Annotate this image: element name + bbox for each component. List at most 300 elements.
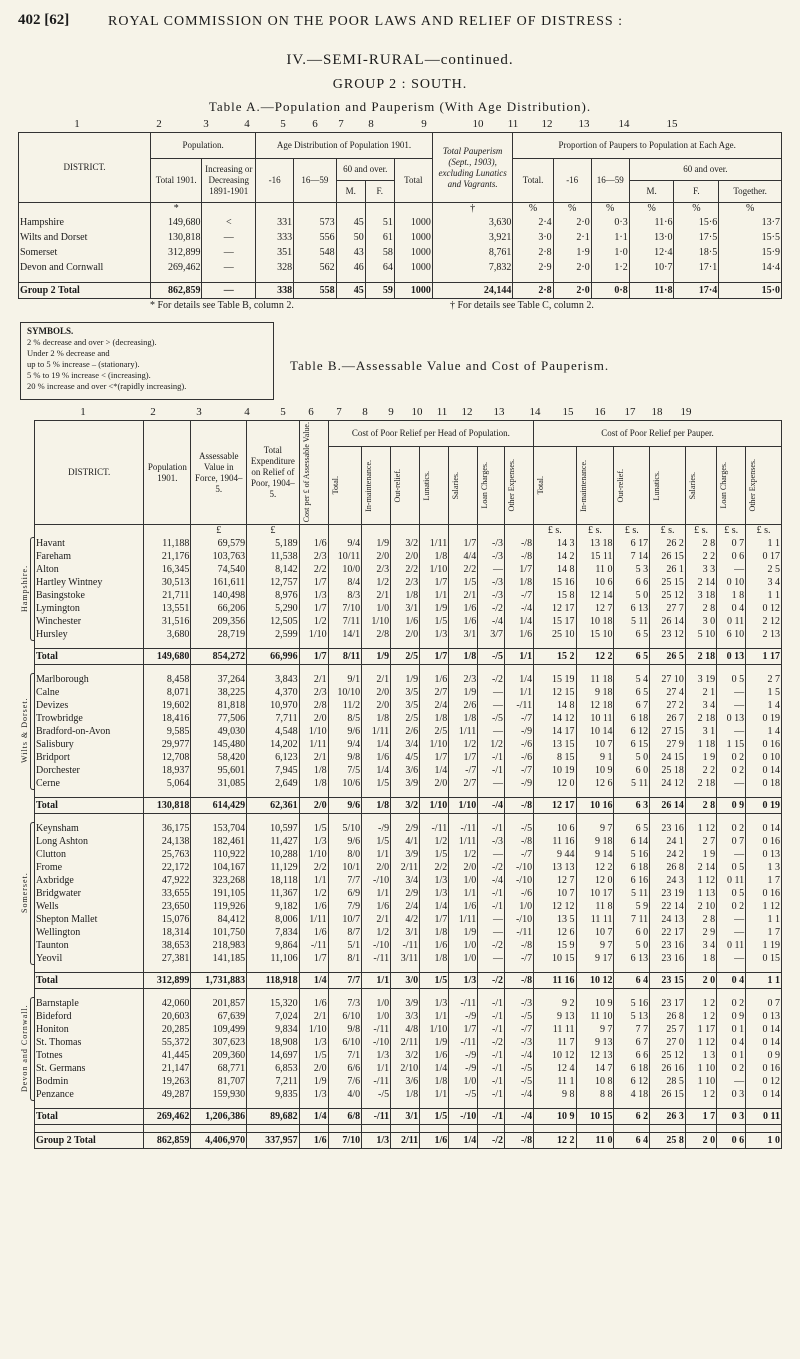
unit-cell [391, 525, 420, 537]
value-cell: 1 1 [746, 973, 782, 989]
district-name: Bodmin [35, 1075, 144, 1088]
value-cell: 2/0 [362, 550, 391, 563]
value-cell: 8 15 [534, 751, 576, 764]
value-cell: 15·0 [719, 283, 782, 299]
value-cell: 1/1 [449, 887, 478, 900]
value-cell: 6/10 [328, 1036, 361, 1049]
cell [420, 989, 449, 997]
cell [534, 814, 576, 822]
value-cell: 1/7 [420, 649, 449, 665]
value-cell: 5 11 [614, 615, 650, 628]
value-cell: 209,356 [191, 615, 247, 628]
cell [650, 641, 686, 649]
value-cell: 6 5 [614, 649, 650, 665]
value-cell: 2/10 [391, 1062, 420, 1075]
value-cell: — [717, 699, 746, 712]
th-prop-60-over: 60 and over. [629, 159, 781, 181]
value-cell: -/3 [478, 550, 505, 563]
value-cell: 26 3 [650, 1109, 686, 1125]
value-cell: 2 12 [746, 615, 782, 628]
value-cell: 1/6 [420, 673, 449, 686]
table-row [19, 260, 782, 275]
value-cell: 10,288 [247, 848, 299, 861]
value-cell: 0 6 [717, 550, 746, 563]
cell [299, 790, 328, 798]
value-cell: 3/3 [391, 1010, 420, 1023]
value-cell: 1 12 [685, 874, 716, 887]
district-name: Honiton [35, 1023, 144, 1036]
cell [191, 1125, 247, 1133]
district-name: Total [35, 649, 144, 665]
value-cell: -/6 [505, 738, 534, 751]
value-cell: 8/1 [328, 952, 361, 965]
cell [420, 641, 449, 649]
sub-header-label: Total. [536, 476, 546, 495]
value-cell: 17·1 [674, 260, 719, 275]
value-cell: 1 7 [746, 926, 782, 939]
district-name: Fareham [35, 550, 144, 563]
th-population: Population. [151, 133, 256, 159]
district-name: Lymington [35, 602, 144, 615]
value-cell: 10 19 [534, 764, 576, 777]
value-cell: 25 8 [650, 1133, 686, 1149]
value-cell: 28 5 [650, 1075, 686, 1088]
column-number: 8 [368, 118, 374, 130]
value-cell: 3/6 [391, 764, 420, 777]
value-cell: 331 [256, 215, 294, 230]
value-cell: 1/8 [362, 798, 391, 814]
value-cell: 12 13 [576, 1049, 614, 1062]
value-cell: 1000 [394, 215, 432, 230]
value-cell: 1 17 [746, 649, 782, 665]
value-cell: 6 7 [614, 699, 650, 712]
value-cell: 1 9 [685, 848, 716, 861]
sub-header [650, 447, 686, 525]
value-cell: 1 18 [685, 738, 716, 751]
value-cell: 15 16 [534, 576, 576, 589]
value-cell: 68,771 [191, 1062, 247, 1075]
value-cell: 2/9 [391, 822, 420, 835]
cell [19, 275, 151, 283]
cell [391, 1101, 420, 1109]
value-cell: 1/7 [449, 751, 478, 764]
table-row [19, 245, 782, 260]
value-cell: 1/8 [391, 589, 420, 602]
value-cell: -/5 [449, 1088, 478, 1101]
district-name: Bradford-on-Avon [35, 725, 144, 738]
value-cell: 1 3 [746, 861, 782, 874]
cell [674, 275, 719, 283]
district-name: Wilts and Dorset [19, 230, 151, 245]
value-cell: 5 9 [614, 900, 650, 913]
value-cell: 36,175 [144, 822, 191, 835]
district-name: Frome [35, 861, 144, 874]
cell [614, 1125, 650, 1133]
value-cell: -/11 [505, 699, 534, 712]
cell [35, 641, 144, 649]
value-cell: -/7 [505, 952, 534, 965]
value-cell: 159,930 [191, 1088, 247, 1101]
value-cell: 153,704 [191, 822, 247, 835]
value-cell: 0 3 [717, 1109, 746, 1125]
value-cell: 7/7 [328, 973, 361, 989]
value-cell: 2 0 [685, 973, 716, 989]
table-row [35, 673, 782, 686]
value-cell: 10 6 [534, 822, 576, 835]
column-number: 9 [388, 406, 394, 418]
value-cell: 2/0 [391, 550, 420, 563]
value-cell: 1 12 [685, 1036, 716, 1049]
value-cell: — [717, 848, 746, 861]
value-cell: 2/0 [420, 777, 449, 790]
value-cell: 2/9 [391, 887, 420, 900]
value-cell: 140,498 [191, 589, 247, 602]
column-number: 14 [618, 118, 630, 130]
value-cell: 9 2 [534, 997, 576, 1010]
value-cell: 10/6 [328, 777, 361, 790]
value-cell: -/2 [478, 602, 505, 615]
column-number: 12 [541, 118, 553, 130]
value-cell: 13 13 [534, 861, 576, 874]
value-cell: 3/6 [391, 1075, 420, 1088]
value-cell: 1/6 [449, 602, 478, 615]
value-cell: 10 14 [576, 725, 614, 738]
value-cell: 12,757 [247, 576, 299, 589]
value-cell: -/1 [478, 1075, 505, 1088]
value-cell: 0 13 [717, 649, 746, 665]
value-cell: 0 16 [746, 835, 782, 848]
cell [478, 665, 505, 673]
value-cell: 5/10 [328, 822, 361, 835]
thb-cost-per-head: Cost of Poor Relief per Head of Population. [328, 421, 533, 447]
value-cell: 25 12 [650, 589, 686, 602]
value-cell: 1/8 [449, 649, 478, 665]
unit-cell: £ s. [534, 525, 576, 537]
unit-cell: £ s. [717, 525, 746, 537]
column-number: 3 [196, 406, 202, 418]
value-cell: 8/11 [328, 649, 361, 665]
value-cell: 1 7 [685, 1109, 716, 1125]
district-name: Wellington [35, 926, 144, 939]
running-header [18, 12, 782, 36]
table-row [35, 913, 782, 926]
symbol-line: 20 % increase and over <*(rapidly increasing). [27, 381, 187, 391]
table-row [35, 777, 782, 790]
value-cell: 1/4 [362, 738, 391, 751]
cell [328, 965, 361, 973]
value-cell: 10 7 [576, 738, 614, 751]
district-name: Somerset [19, 245, 151, 260]
value-cell: 41,445 [144, 1049, 191, 1062]
cell [247, 790, 299, 798]
value-cell: 3/9 [391, 997, 420, 1010]
district-name: Axbridge [35, 874, 144, 887]
district-name: Hampshire [19, 215, 151, 230]
value-cell: 24 3 [650, 874, 686, 887]
value-cell: 11·6 [629, 215, 674, 230]
cell [191, 641, 247, 649]
value-cell: 1/8 [449, 712, 478, 725]
value-cell: 3/11 [391, 952, 420, 965]
column-number: 1 [80, 406, 86, 418]
district-name: Total [35, 1109, 144, 1125]
value-cell: 14 7 [576, 1062, 614, 1075]
value-cell: 11 1 [534, 1075, 576, 1088]
value-cell: 0 7 [717, 537, 746, 550]
value-cell: 1/0 [362, 1010, 391, 1023]
table-b-title: Table B.—Assessable Value and Cost of Pauperism. [290, 358, 610, 373]
value-cell: -/11 [449, 1036, 478, 1049]
th-age-total: Total [394, 159, 432, 203]
value-cell: 4/8 [391, 1023, 420, 1036]
table-row [35, 589, 782, 602]
value-cell: 1 1 [746, 537, 782, 550]
value-cell: 1·2 [591, 260, 629, 275]
value-cell: 7 14 [614, 550, 650, 563]
value-cell: 45 [336, 283, 365, 299]
value-cell: 6 17 [614, 537, 650, 550]
district-name: Yeovil [35, 952, 144, 965]
value-cell: 0 14 [746, 1036, 782, 1049]
value-cell: -/7 [505, 1023, 534, 1036]
value-cell: 26 14 [650, 798, 686, 814]
value-cell: -/8 [505, 550, 534, 563]
column-number: 4 [244, 406, 250, 418]
value-cell: 218,983 [191, 939, 247, 952]
mark-cell: % [674, 203, 719, 215]
value-cell: 6 6 [614, 1049, 650, 1062]
value-cell: 49,287 [144, 1088, 191, 1101]
value-cell: 110,922 [191, 848, 247, 861]
value-cell: 1/10 [299, 725, 328, 738]
value-cell: 17·5 [674, 230, 719, 245]
value-cell: 7/10 [328, 1133, 361, 1149]
value-cell: -/2 [478, 861, 505, 874]
value-cell: 1 4 [746, 725, 782, 738]
cell [144, 965, 191, 973]
cell [717, 665, 746, 673]
value-cell: 1/9 [449, 686, 478, 699]
cell [685, 790, 716, 798]
value-cell: 1/5 [299, 822, 328, 835]
value-cell: 6 2 [614, 1109, 650, 1125]
value-cell: 0 9 [746, 1049, 782, 1062]
spacer-row [35, 665, 782, 673]
value-cell: 11 0 [576, 563, 614, 576]
value-cell: -/11 [299, 939, 328, 952]
value-cell: 1 13 [685, 887, 716, 900]
district-name: Shepton Mallet [35, 913, 144, 926]
sub-header-label: In-maintenance. [364, 459, 374, 512]
value-cell: 2 8 [685, 913, 716, 926]
table-row [19, 230, 782, 245]
value-cell: 3,921 [432, 230, 513, 245]
value-cell: 1·0 [591, 245, 629, 260]
column-number: 15 [666, 118, 678, 130]
cell [191, 1101, 247, 1109]
value-cell: 12 4 [534, 1062, 576, 1075]
value-cell: 1/1 [420, 1088, 449, 1101]
value-cell: 9/6 [328, 835, 361, 848]
value-cell: -/10 [362, 939, 391, 952]
value-cell: 312,899 [151, 245, 202, 260]
cell [534, 665, 576, 673]
value-cell: 3 4 [746, 576, 782, 589]
cell [717, 1125, 746, 1133]
value-cell: — [202, 245, 256, 260]
value-cell: 573 [294, 215, 337, 230]
value-cell: -/7 [449, 764, 478, 777]
unit-cell: £ s. [576, 525, 614, 537]
value-cell: 14 8 [534, 563, 576, 576]
value-cell: 27 2 [650, 699, 686, 712]
value-cell: 3/5 [391, 686, 420, 699]
value-cell: — [717, 686, 746, 699]
table-row [35, 738, 782, 751]
value-cell: 6,853 [247, 1062, 299, 1075]
cell [746, 1125, 782, 1133]
value-cell: 614,429 [191, 798, 247, 814]
value-cell: 3/4 [391, 738, 420, 751]
cell [35, 989, 144, 997]
value-cell: 2·1 [553, 230, 591, 245]
value-cell: 5,064 [144, 777, 191, 790]
table-row [35, 1036, 782, 1049]
cell [151, 275, 202, 283]
value-cell: 6 16 [614, 874, 650, 887]
sub-header [505, 447, 534, 525]
value-cell: 323,268 [191, 874, 247, 887]
value-cell: 145,480 [191, 738, 247, 751]
value-cell: 1/0 [362, 997, 391, 1010]
value-cell: 1/9 [299, 1075, 328, 1088]
value-cell: 3,680 [144, 628, 191, 641]
value-cell: 24 13 [650, 913, 686, 926]
value-cell: 269,462 [151, 260, 202, 275]
value-cell: 1/7 [420, 576, 449, 589]
value-cell: 1/3 [299, 1036, 328, 1049]
district-name: Hursley [35, 628, 144, 641]
cell [191, 965, 247, 973]
value-cell: 6 3 [614, 798, 650, 814]
value-cell: 5 10 [685, 628, 716, 641]
value-cell: -/1 [478, 1088, 505, 1101]
value-cell: 8 8 [576, 1088, 614, 1101]
spacer-row [35, 814, 782, 822]
cell [719, 275, 782, 283]
value-cell: 3/5 [391, 699, 420, 712]
cell [685, 1125, 716, 1133]
value-cell: 1/0 [449, 939, 478, 952]
value-cell: 19,602 [144, 699, 191, 712]
column-number: 11 [507, 118, 519, 130]
value-cell: 16,345 [144, 563, 191, 576]
value-cell: 81,707 [191, 1075, 247, 1088]
value-cell: 25,763 [144, 848, 191, 861]
value-cell: 11 0 [576, 1133, 614, 1149]
cell [576, 814, 614, 822]
cell [420, 665, 449, 673]
value-cell: 1,206,386 [191, 1109, 247, 1125]
sub-header-label: Total. [330, 476, 340, 495]
value-cell: 4/5 [391, 751, 420, 764]
column-number: 8 [362, 406, 368, 418]
sub-header-label: Other Expenses. [507, 459, 517, 512]
value-cell: 18·5 [674, 245, 719, 260]
value-cell: -/9 [505, 777, 534, 790]
value-cell: 1/8 [505, 576, 534, 589]
value-cell: 3/1 [391, 926, 420, 939]
value-cell: 10 6 [576, 576, 614, 589]
value-cell: 6 0 [614, 764, 650, 777]
value-cell: 2/6 [391, 725, 420, 738]
column-number: 4 [244, 118, 250, 130]
value-cell: 6 0 [614, 926, 650, 939]
value-cell: 2·0 [553, 215, 591, 230]
column-number: 15 [562, 406, 574, 418]
table-row [35, 835, 782, 848]
cell [362, 790, 391, 798]
cell [650, 790, 686, 798]
cell [478, 965, 505, 973]
district-name: Barnstaple [35, 997, 144, 1010]
value-cell: 1/0 [505, 900, 534, 913]
mark-cell: * [151, 203, 202, 215]
value-cell: 2/2 [299, 861, 328, 874]
value-cell: 9 7 [576, 939, 614, 952]
value-cell: -/1 [478, 764, 505, 777]
value-cell: 0 7 [717, 835, 746, 848]
value-cell: -/8 [505, 835, 534, 848]
thb-expenditure: Total Expenditure on Relief of Poor, 1904–5. [247, 421, 299, 525]
value-cell: -/9 [449, 1010, 478, 1023]
value-cell: 15 10 [576, 628, 614, 641]
value-cell: 0 10 [717, 576, 746, 589]
value-cell: 103,763 [191, 550, 247, 563]
cell [35, 814, 144, 822]
value-cell: 11 18 [576, 673, 614, 686]
value-cell: 6 12 [614, 1075, 650, 1088]
value-cell: 2 9 [685, 926, 716, 939]
cell [685, 665, 716, 673]
value-cell: -/1 [478, 1010, 505, 1023]
value-cell: 0 12 [746, 1075, 782, 1088]
spacer-row [35, 1125, 782, 1133]
cell [629, 275, 674, 283]
value-cell: 5 0 [614, 751, 650, 764]
cell [534, 790, 576, 798]
value-cell: 9/4 [328, 537, 361, 550]
cell [576, 989, 614, 997]
value-cell: 1/3 [299, 835, 328, 848]
cell [576, 1125, 614, 1133]
value-cell: 0 14 [746, 822, 782, 835]
value-cell: 191,105 [191, 887, 247, 900]
value-cell: -/9 [362, 822, 391, 835]
value-cell: 1/7 [420, 751, 449, 764]
th-total-1901: Total 1901. [151, 159, 202, 203]
value-cell: 27 10 [650, 673, 686, 686]
value-cell: 1/10 [299, 628, 328, 641]
column-number: 2 [150, 406, 156, 418]
cell [191, 814, 247, 822]
cell [247, 641, 299, 649]
table-row [35, 712, 782, 725]
value-cell: 23 12 [650, 628, 686, 641]
mark-cell [336, 203, 365, 215]
value-cell: 11 16 [534, 835, 576, 848]
cell [247, 965, 299, 973]
